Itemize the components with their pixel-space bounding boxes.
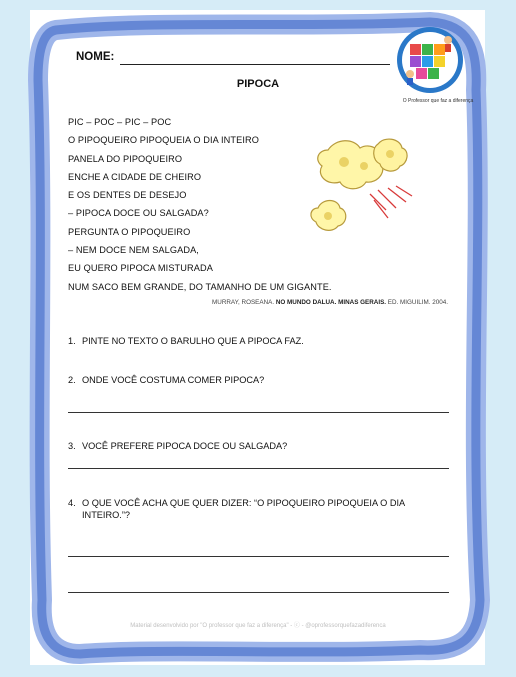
popcorn-illustration-icon: [308, 136, 448, 246]
question-4: [68, 498, 405, 508]
question-text: ONDE VOCÊ COSTUMA COMER PIPOCA?: [82, 375, 265, 385]
question-text: PINTE NO TEXTO O BARULHO QUE A PIPOCA FAZ.: [82, 336, 304, 346]
question-text: VOCÊ PREFERE PIPOCA DOCE OU SALGADA?: [82, 441, 288, 451]
poem-line: O PIPOQUEIRO PIPOQUEIA O DIA INTEIRO: [68, 135, 259, 146]
citation-publisher: ED. MIGUILIM. 2004.: [387, 299, 448, 306]
page-title: PIPOCA: [236, 78, 280, 90]
poem-citation: [68, 299, 448, 306]
answer-line-q3[interactable]: [68, 468, 449, 469]
answer-line-q4a[interactable]: [68, 556, 449, 557]
question-3: [68, 441, 287, 451]
puzzle-logo-icon: [396, 26, 464, 94]
answer-line-q4b[interactable]: [68, 592, 449, 593]
poem-line: – NEM DOCE NEM SALGADA,: [68, 245, 199, 256]
question-number: 4.: [68, 498, 76, 508]
citation-author: MURRAY, ROSEANA.: [212, 299, 275, 306]
question-number: 3.: [68, 441, 76, 451]
question-2: [68, 375, 264, 385]
poem-text: [68, 113, 332, 296]
answer-line-q2[interactable]: [68, 412, 449, 413]
question-text: O QUE VOCÊ ACHA QUE QUER DIZER: “O PIPOQUEIRO PIPOQUEIA O DIA: [82, 498, 406, 508]
poem-line: – PIPOCA DOCE OU SALGADA?: [68, 208, 209, 219]
poem-line: PERGUNTA O PIPOQUEIRO: [68, 226, 191, 237]
poem-line: ENCHE A CIDADE DE CHEIRO: [68, 171, 202, 182]
poem-line: PANELA DO PIPOQUEIRO: [68, 153, 183, 164]
name-input-line[interactable]: [120, 64, 390, 65]
poem-line: E OS DENTES DE DESEJO: [68, 190, 187, 201]
logo-caption: O Professor que faz a diferença: [402, 98, 474, 104]
poem-line: EU QUERO PIPOCA MISTURADA: [68, 263, 213, 274]
question-number: 2.: [68, 375, 76, 385]
poem-line: PIC – POC – PIC – POC: [68, 117, 172, 127]
citation-work: NO MUNDO DALUA. MINAS GERAIS.: [275, 299, 387, 306]
footer-watermark: Material desenvolvido por "O professor que faz a diferença" - ⓒ - @oprofessorquefazadiferenca: [130, 623, 386, 629]
question-1: [68, 336, 304, 346]
question-number: 1.: [68, 336, 76, 346]
poem-line: NUM SACO BEM GRANDE, DO TAMANHO DE UM GIGANTE.: [68, 281, 332, 292]
question-4-continuation: INTEIRO.”?: [82, 510, 130, 520]
name-label: NOME:: [76, 51, 115, 63]
